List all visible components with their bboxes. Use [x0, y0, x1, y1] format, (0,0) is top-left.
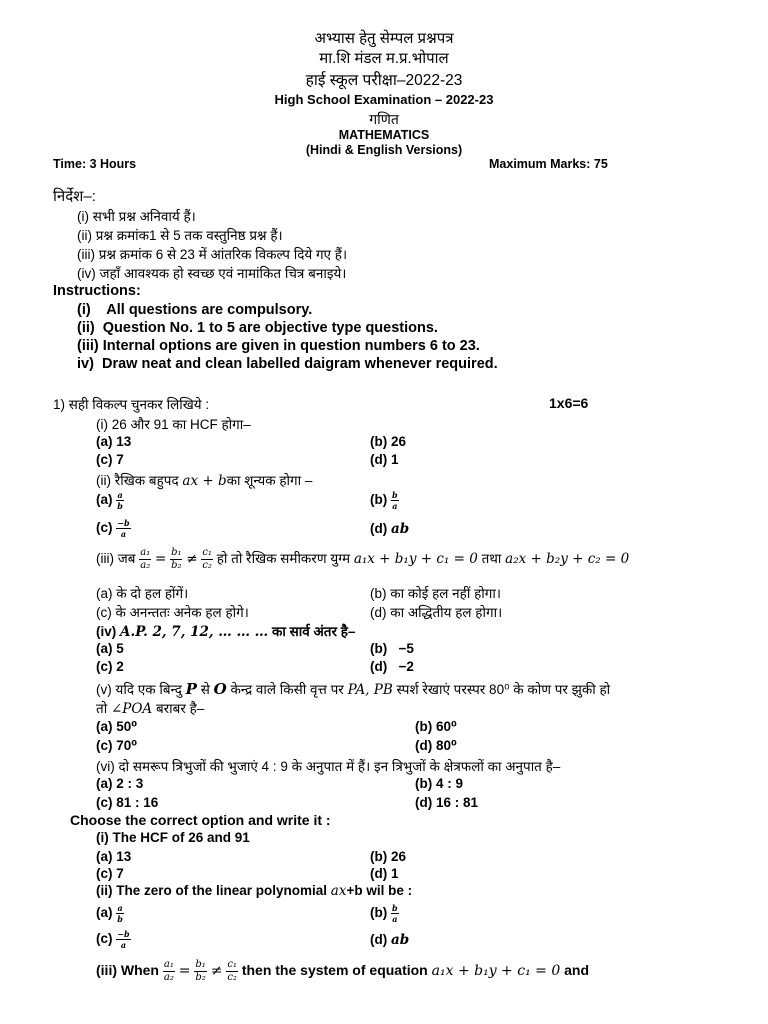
q1-iii-question-en: (iii) When $\frac{\text{a₁}}{\text{a₂}}$ = $\frac{\text{b₁}}{\text{b₂}}$ ≠ $\frac{\text{c₁}}{\text{c₂}}$ then the system of equation a₁x + b₁y + c₁ = 0 and [96, 959, 590, 983]
header-line2: मा.शि मंडल म.प्र.भोपाल [319, 50, 449, 67]
option-c: (c) 2 [96, 659, 124, 674]
q1-heading: 1) सही विकल्प चुनकर लिखिये : [53, 397, 210, 412]
nirdesh-item: (iii) प्रश्न क्रमांक 6 से 23 में आंतरिक विकल्प दिये गए हैं। [77, 247, 348, 262]
option-c: (c) 81 : 16 [96, 795, 159, 810]
option-c: (c) $\frac{-b}{a}$ [96, 929, 130, 950]
option-d: (d) 80⁰ [415, 738, 457, 753]
subject-english: MATHEMATICS [338, 128, 430, 142]
instruction-item: (i) All questions are compulsory. [77, 302, 313, 318]
option-b: (b) $\frac{b}{a}$ [370, 903, 398, 924]
exam-title-en: High School Examination – 2022-23 [274, 92, 494, 107]
option-a: (a) 50⁰ [96, 719, 138, 734]
option-a: (a) 13 [96, 849, 132, 864]
header-line3: हाई स्कूल परीक्षा–2022-23 [305, 72, 463, 89]
option-a: (a) $\frac{a}{b}$ [96, 490, 123, 511]
q1-ii-question-en: (ii) The zero of the linear polynomial ax+b wil be : [96, 883, 413, 899]
q1-i-question: (i) 26 और 91 का HCF होगा– [96, 417, 251, 432]
option-d: (d) का अद्धितीय हल होगा। [370, 605, 503, 620]
option-a: (a) के दो हल होंगें। [96, 586, 189, 601]
option-d: (d) 1 [370, 866, 399, 881]
nirdesh-item: (i) सभी प्रश्न अनिवार्य हैं। [77, 209, 196, 224]
option-b: (b) −5 [370, 641, 414, 656]
option-a: (a) 5 [96, 641, 124, 656]
instruction-item: iv) Draw neat and clean labelled daigram whenever required. [77, 356, 498, 372]
option-c: (c) के अनन्ततः अनेक हल होगे। [96, 605, 249, 620]
versions: (Hindi & English Versions) [305, 143, 463, 157]
option-d: (d) ab [370, 932, 410, 948]
option-c: (c) $\frac{-b}{a}$ [96, 518, 130, 539]
option-b: (b) 26 [370, 849, 407, 864]
option-b: (b) का कोई हल नहीं होगा। [370, 586, 501, 601]
option-a: (a) $\frac{a}{b}$ [96, 903, 123, 924]
option-b: (b) 26 [370, 434, 407, 449]
option-c: (c) 70⁰ [96, 738, 138, 753]
q1-english-heading: Choose the correct option and write it : [70, 812, 331, 828]
q1-ii-question: (ii) रैखिक बहुपद ax + bका शून्यक होगा – [96, 473, 313, 489]
exam-time: Time: 3 Hours [53, 157, 137, 171]
option-d: (d) 16 : 81 [415, 795, 479, 810]
option-b: (b) 4 : 9 [415, 776, 464, 791]
option-d: (d) 1 [370, 452, 399, 467]
instruction-item: (iii) Internal options are given in question numbers 6 to 23. [77, 338, 480, 354]
option-c: (c) 7 [96, 866, 124, 881]
q1-iii-question: (iii) जब $\frac{\text{a₁}}{\text{a₂}}$ = $\frac{\text{b₁}}{\text{b₂}}$ ≠ $\frac{\text{c₁}}{\text{c₂}}$ हो तो रैखिक समीकरण युग्म a₁x + b₁y + c₁ = 0 तथा a₂x + b₂y + c₂ = 0 [96, 547, 630, 571]
nirdesh-item: (ii) प्रश्न क्रमांक1 से 5 तक वस्तुनिष्ठ प्रश्न हैं। [77, 228, 283, 243]
option-d: (d) ab [370, 521, 410, 537]
instruction-item: (ii) Question No. 1 to 5 are objective type questions. [77, 320, 438, 336]
q1-iv-question: (iv) A.P. 2, 7, 12, … … … का सार्व अंतर है– [96, 624, 356, 640]
option-c: (c) 7 [96, 452, 124, 467]
option-b: (b) 60⁰ [415, 719, 457, 734]
header-line1: अभ्यास हेतु सेम्पल प्रश्नपत्र [314, 30, 454, 47]
option-a: (a) 13 [96, 434, 132, 449]
maximum-marks: Maximum Marks: 75 [489, 157, 608, 171]
q1-vi-question: (vi) दो समरूप त्रिभुजों की भुजाएं 4 : 9 के अनुपात में हैं। इन त्रिभुजों के क्षेत्रफलों का अनुपात है– [96, 759, 561, 774]
q1-v-question-cont: तो ∠POA बराबर है– [96, 701, 205, 717]
subject-hindi: गणित [369, 111, 399, 127]
q1-i-question-en: (i) The HCF of 26 and 91 [96, 830, 250, 845]
q1-v-question: (v) यदि एक बिन्दु P से O केन्द्र वाले किसी वृत्त पर PA, PB स्पर्श रेखाएं परस्पर 80⁰ के कोण पर झुकी हो [96, 680, 611, 698]
q1-marks: 1x6=6 [549, 395, 589, 411]
option-b: (b) $\frac{b}{a}$ [370, 490, 398, 511]
option-d: (d) −2 [370, 659, 414, 674]
instructions-heading: Instructions: [53, 283, 141, 299]
nirdesh-item: (iv) जहाँ आवश्यक हो स्वच्छ एवं नामांकित चित्र बनाइये। [77, 266, 347, 281]
option-a: (a) 2 : 3 [96, 776, 144, 791]
nirdesh-heading: निर्देश–: [53, 188, 96, 205]
